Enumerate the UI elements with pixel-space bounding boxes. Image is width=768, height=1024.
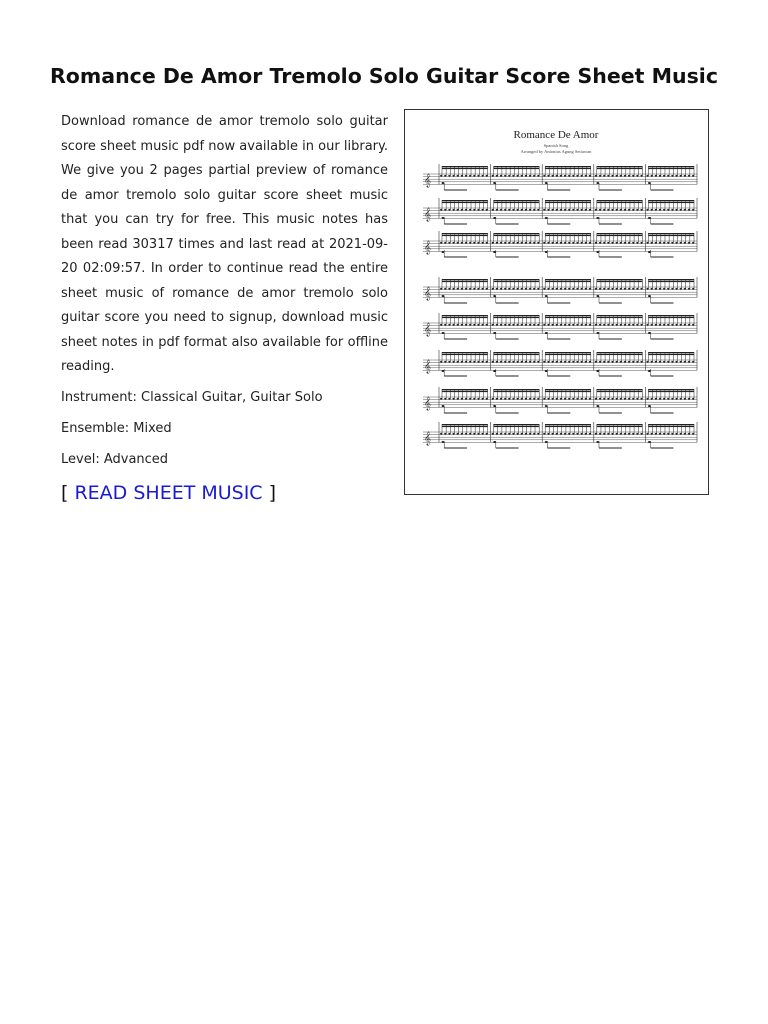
sheet-music-preview[interactable] [404, 109, 709, 495]
treble-clef-icon: 𝄞 [424, 240, 432, 254]
open-bracket: [ [61, 482, 69, 504]
treble-clef-icon: 𝄞 [424, 396, 432, 410]
staff-system [423, 313, 697, 339]
staff-system [423, 422, 697, 448]
description-text: Download romance de amor tremolo solo guitar score sheet music pdf now available in our library. We give you 2 pages partial preview of romance de amor tremolo solo guitar score sheet music that you can try for free. This music notes has been read 30317 times and last read at 2021-09-20 02:09:57. In order to continue read the entire sheet music of romance de amor tremolo solo guitar score you need to signup, download music sheet notes in pdf format also available for offline reading. [61, 114, 388, 374]
staff-system [423, 164, 697, 190]
instrument-info: Instrument: Classical Guitar, Guitar Solo [61, 390, 323, 405]
ensemble-info: Ensemble: Mixed [61, 421, 172, 436]
treble-clef-icon: 𝄞 [424, 286, 432, 300]
read-sheet-music-cta [61, 482, 276, 504]
score-subtitle: Spanish Song [543, 143, 569, 148]
treble-clef-icon: 𝄞 [424, 173, 432, 187]
staff-system [423, 277, 697, 303]
score-arranger: Arranged by Antonius Agung Setiawan [520, 149, 592, 154]
page-title: Romance De Amor Tremolo Solo Guitar Score Sheet Music [50, 64, 718, 88]
treble-clef-icon: 𝄞 [424, 322, 432, 336]
read-sheet-music-link[interactable]: READ SHEET MUSIC [74, 482, 263, 504]
sheet-music-image [405, 110, 708, 494]
treble-clef-icon: 𝄞 [424, 207, 432, 221]
treble-clef-icon: 𝄞 [424, 431, 432, 445]
score-title: Romance De Amor [513, 129, 599, 141]
close-bracket: ] [268, 482, 277, 504]
staff-system [423, 198, 697, 224]
staff-system [423, 387, 697, 413]
level-info: Level: Advanced [61, 452, 169, 467]
staff-system [423, 231, 697, 257]
treble-clef-icon: 𝄞 [424, 359, 432, 373]
staff-system [423, 350, 697, 376]
